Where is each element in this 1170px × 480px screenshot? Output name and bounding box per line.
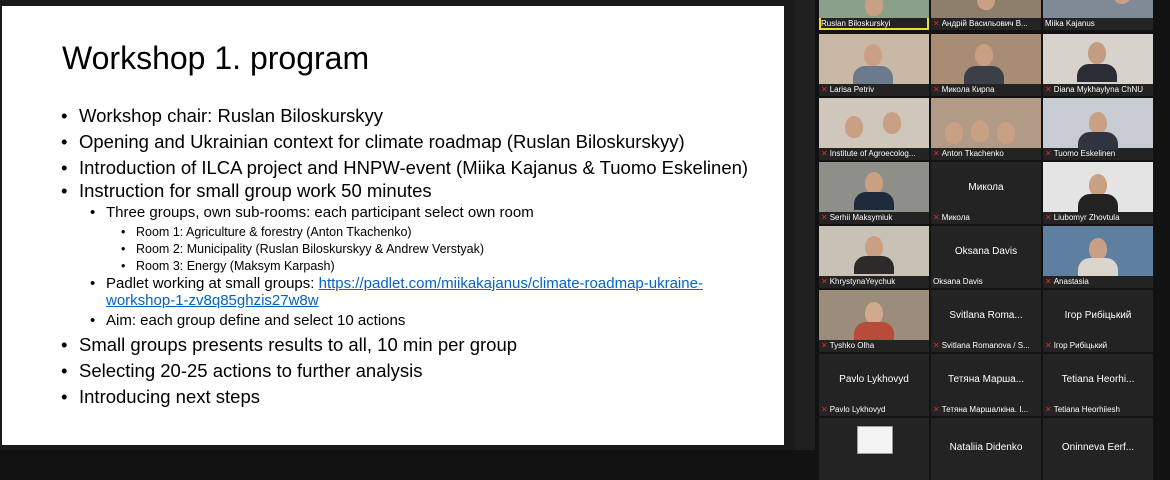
mic-muted-icon: ✕ [933, 149, 940, 158]
participant-tile[interactable]: Тетяна Марша... ✕ Тетяна Маршалкіна. І... [931, 354, 1041, 416]
mic-muted-icon: ✕ [821, 277, 828, 286]
mic-muted-icon: ✕ [821, 149, 828, 158]
mic-muted-icon: ✕ [1045, 405, 1052, 414]
mic-muted-icon: ✕ [821, 213, 828, 222]
participant-tile[interactable]: Svitlana Roma... ✕ Svitlana Romanova / S... [931, 290, 1041, 352]
mic-muted-icon: ✕ [821, 405, 828, 414]
participant-tile[interactable]: ✕ Institute of Agroecolog... [819, 98, 929, 160]
mic-muted-icon: ✕ [1045, 213, 1052, 222]
sub-bullet-groups: • Three groups, own sub-rooms: each participant select own room [90, 204, 534, 221]
participant-tile[interactable]: ✕ Diana Mykhaylyna ChNU [1043, 34, 1153, 96]
mic-muted-icon: ✕ [933, 213, 940, 222]
bullet-introduction: • Introduction of ILCA project and HNPW-event (Miika Kajanus & Tuomo Eskelinen) [61, 157, 749, 178]
participant-tile[interactable]: ✕ KhrystynaYeychuk [819, 226, 929, 288]
padlet-link[interactable]: https://padlet.com/miikakajanus/climate-roadmap-ukraine-workshop-1-zv8q85ghzis27w8w [106, 275, 703, 309]
gallery-scrollbar[interactable] [795, 0, 815, 450]
sub-bullet-padlet: • Padlet working at small groups: https://padlet.com/miikakajanus/climate-roadmap-ukraine-workshop-1-zv8q85ghzis27w8w [90, 275, 703, 309]
participant-tile[interactable]: ✕ Liubomyr Zhovtula [1043, 162, 1153, 224]
bullet-opening: • Opening and Ukrainian context for climate roadmap (Ruslan Biloskurskyy) [61, 131, 685, 152]
slide-title: Workshop 1. program [62, 40, 370, 76]
mic-muted-icon: ✕ [1045, 85, 1052, 94]
mic-muted-icon: ✕ [933, 405, 940, 414]
participant-tile[interactable]: ✕ Микола Кирпа [931, 34, 1041, 96]
participant-tile[interactable]: Ruslan Biloskurskyi [819, 0, 929, 30]
participant-tile[interactable]: Oninneva Eerf... [1043, 418, 1153, 480]
mic-muted-icon: ✕ [821, 341, 828, 350]
mic-muted-icon: ✕ [1045, 277, 1052, 286]
bullet-present: • Small groups presents results to all, 10 min per group [61, 334, 518, 355]
mic-muted-icon: ✕ [933, 85, 940, 94]
participant-tile[interactable]: Nataliia Didenko [931, 418, 1041, 480]
participant-tile[interactable]: ✕ Larisa Petriv [819, 34, 929, 96]
mic-muted-icon: ✕ [933, 341, 940, 350]
participant-tile[interactable]: ✕ Tuomo Eskelinen [1043, 98, 1153, 160]
bullet-chair: • Workshop chair: Ruslan Biloskurskyy [61, 105, 383, 126]
room-3-item: • Room 3: Energy (Maksym Karpash) [121, 259, 335, 273]
mic-muted-icon: ✕ [821, 85, 828, 94]
participant-tile[interactable]: Tetiana Heorhi... ✕ Tetiana Heorhiiesh [1043, 354, 1153, 416]
room-2-item: • Room 2: Municipality (Ruslan Biloskurskyy & Andrew Verstyak) [121, 242, 485, 256]
mic-muted-icon: ✕ [1045, 149, 1052, 158]
participant-tile[interactable]: ✕ Anton Tkachenko [931, 98, 1041, 160]
participant-tile[interactable]: ✕ Anastasia [1043, 226, 1153, 288]
participant-tile[interactable]: Oksana Davis Oksana Davis [931, 226, 1041, 288]
participant-tile[interactable]: ✕ Андрій Васильович В... [931, 0, 1041, 30]
bullet-next-steps: • Introducing next steps [61, 386, 260, 407]
participant-tile[interactable]: ✕ Serhii Maksymiuk [819, 162, 929, 224]
participant-tile[interactable]: Микола ✕ Микола [931, 162, 1041, 224]
sub-bullet-aim: • Aim: each group define and select 10 actions [90, 312, 406, 329]
participant-tile[interactable] [819, 418, 929, 480]
bullet-select: • Selecting 20-25 actions to further analysis [61, 360, 423, 381]
participant-gallery [815, 0, 1170, 453]
participant-tile[interactable]: ✕ Tyshko Olha [819, 290, 929, 352]
participant-tile[interactable]: Ігор Рибіцький ✕ Ігор Рибіцький [1043, 290, 1153, 352]
room-1-item: • Room 1: Agriculture & forestry (Anton Tkachenko) [121, 225, 412, 239]
participant-tile[interactable]: Miika Kajanus [1043, 0, 1153, 30]
bullet-instruction: • Instruction for small group work 50 minutes [61, 180, 432, 201]
participant-tile[interactable]: Pavlo Lykhovyd ✕ Pavlo Lykhovyd [819, 354, 929, 416]
presentation-slide [2, 6, 784, 445]
mic-muted-icon: ✕ [933, 19, 940, 28]
mic-muted-icon: ✕ [1045, 341, 1052, 350]
slide-bullet-list [62, 106, 762, 413]
